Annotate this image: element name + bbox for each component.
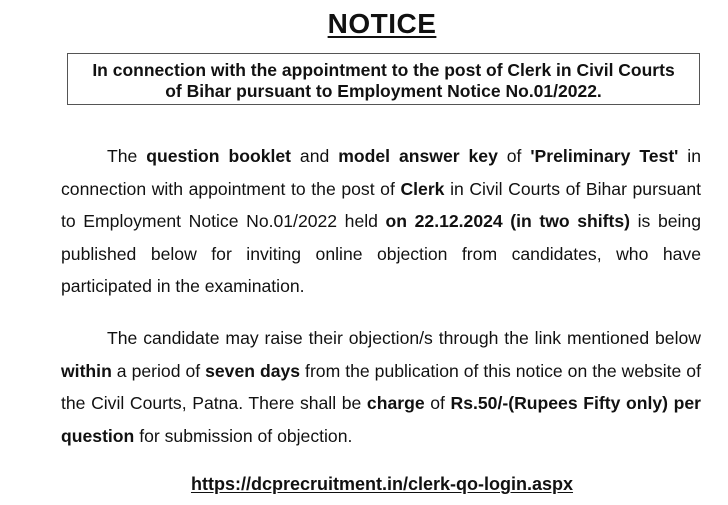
p1-text: The <box>107 146 147 166</box>
subject-line-2: of Bihar pursuant to Employment Notice No.01/2022. <box>165 81 602 101</box>
p2-text: of <box>424 393 451 414</box>
p1-text: in Civil Courts of Bihar pursuant to Employment Notice No.01/2022 held <box>61 178 701 232</box>
p2-text: from the publication of this notice on the website of the Civil Courts, Patna. There shall be <box>61 360 701 414</box>
p1-model-answer-key: model answer key <box>338 146 498 166</box>
p1-preliminary-test: 'Preliminary Test' <box>530 146 679 166</box>
notice-title: NOTICE <box>327 8 437 39</box>
subject-box <box>67 53 700 105</box>
p2-seven-days: seven days <box>205 360 301 381</box>
p1-clerk: Clerk <box>400 178 445 199</box>
paragraph-booklet-publication <box>61 140 701 303</box>
p1-exam-date: on 22.12.2024 (in two shifts) <box>385 211 631 232</box>
objection-link[interactable]: https://dcprecruitment.in/clerk-qo-login.aspx <box>190 474 574 494</box>
p2-text: for submission of objection. <box>134 425 353 446</box>
p1-text: and <box>291 146 339 166</box>
subject-line-1: In connection with the appointment to the post of Clerk in Civil Courts <box>92 60 675 80</box>
p2-within: within <box>61 360 112 381</box>
p2-fee: Rs.50/-(Rupees Fifty only) per question <box>61 393 701 446</box>
p1-text: of <box>497 146 531 166</box>
p1-text: in connection with appointment to the post of <box>61 146 701 199</box>
paragraph-objection <box>61 322 701 452</box>
p2-text: The candidate may raise their objection/s through the link mentioned below <box>107 328 701 348</box>
p1-text: is being published below for inviting online objection from candidates, who have participated in the examination. <box>61 211 701 297</box>
p2-text: a period of <box>111 360 206 381</box>
p2-charge: charge <box>366 393 425 414</box>
p1-question-booklet: question booklet <box>146 146 292 166</box>
